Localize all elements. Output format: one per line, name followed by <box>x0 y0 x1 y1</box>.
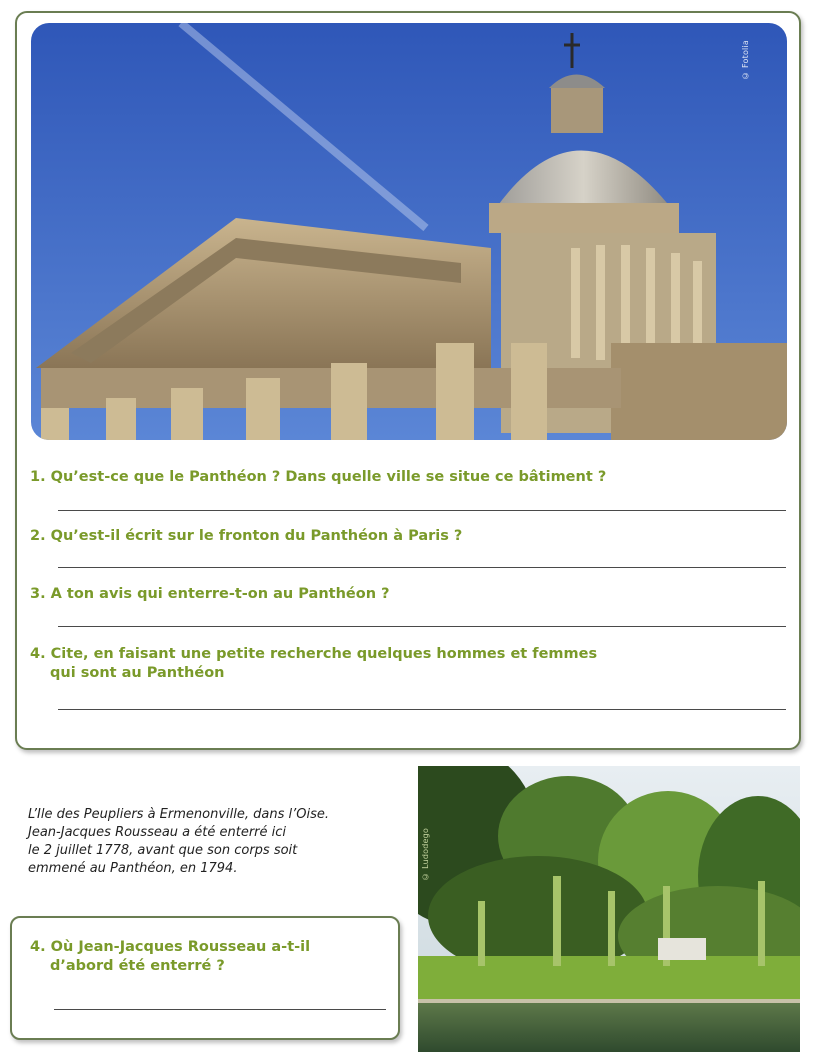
question-rousseau <box>30 938 310 976</box>
photo-caption <box>28 806 398 878</box>
caption-line-2: Jean-Jacques Rousseau a été enterré ici <box>28 825 287 840</box>
answer-line-3[interactable] <box>58 626 786 627</box>
answer-line-4[interactable] <box>58 709 786 710</box>
photo-credit-fotolia: © Fotolia <box>741 40 750 80</box>
caption-line-1: L’Ile des Peupliers à Ermenonville, dans l’Oise. <box>28 807 329 822</box>
caption-line-4: emmené au Panthéon, en 1794. <box>28 861 238 876</box>
question-rousseau-line-1: 4. Où Jean-Jacques Rousseau a-t-il <box>30 939 311 955</box>
question-card-rousseau <box>10 916 400 1040</box>
question-2: 2. Qu’est-il écrit sur le fronton du Panthéon à Paris ? <box>30 528 463 544</box>
answer-line-1[interactable] <box>58 510 786 511</box>
question-3: 3. A ton avis qui enterre-t-on au Panthéon ? <box>30 586 390 602</box>
answer-line-rousseau[interactable] <box>54 1009 386 1010</box>
question-1: 1. Qu’est-ce que le Panthéon ? Dans quelle ville se situe ce bâtiment ? <box>30 469 607 485</box>
ile-des-peupliers-photo <box>418 766 800 1052</box>
caption-line-3: le 2 juillet 1778, avant que son corps soit <box>28 843 298 858</box>
question-4-line-1: 4. Cite, en faisant une petite recherche quelques hommes et femmes <box>30 646 598 662</box>
question-4-line-2: qui sont au Panthéon <box>50 665 225 681</box>
answer-line-2[interactable] <box>58 567 786 568</box>
pantheon-photo <box>31 23 787 440</box>
photo-credit-ludodego: © Ludodego <box>421 828 430 881</box>
question-rousseau-line-2: d’abord été enterré ? <box>50 958 225 974</box>
question-4 <box>30 645 597 683</box>
